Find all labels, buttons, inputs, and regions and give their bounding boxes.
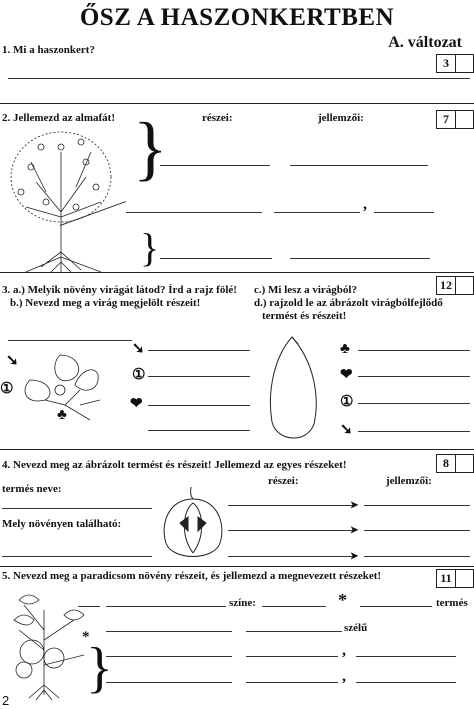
arrow-head-icon: ➤ xyxy=(350,500,359,511)
answer-line[interactable] xyxy=(148,350,250,351)
question-4: 4. Nevezd meg az ábrázolt termést és részeit! Jellemezd az egyes részeket! xyxy=(2,459,347,471)
parts-label: részei: xyxy=(268,475,299,487)
apple-tree-drawing xyxy=(6,122,116,272)
fruit-name-label: termés neve: xyxy=(2,483,62,495)
score-box-q2 xyxy=(436,110,474,129)
answer-line[interactable] xyxy=(106,606,226,607)
fruit-label: termés xyxy=(436,597,468,609)
section-divider xyxy=(0,449,474,450)
answer-line[interactable] xyxy=(358,431,470,432)
answer-line[interactable] xyxy=(358,376,470,377)
section-divider xyxy=(0,272,474,273)
arrow-line xyxy=(228,530,356,531)
answer-line[interactable] xyxy=(374,212,434,213)
question-3a: 3. a.) Melyik növény virágát látod? Írd a rajz fölé! xyxy=(2,284,237,296)
star-icon: * xyxy=(82,629,90,645)
score-value: 7 xyxy=(437,111,456,128)
arrow-icon: ➘ xyxy=(132,341,145,357)
answer-line[interactable] xyxy=(2,508,152,509)
answer-line[interactable] xyxy=(160,258,272,259)
question-3d-cont: termést és részeit! xyxy=(262,310,347,322)
answer-line[interactable] xyxy=(358,403,470,404)
score-box-q4 xyxy=(436,454,474,473)
heart-icon: ❤ xyxy=(130,396,143,412)
brace-left: } xyxy=(133,108,168,188)
score-value: 8 xyxy=(437,455,456,472)
color-label: színe: xyxy=(229,597,256,609)
traits-label: jellemzői: xyxy=(318,112,364,124)
answer-line[interactable] xyxy=(148,430,250,431)
answer-line[interactable] xyxy=(360,606,432,607)
answer-line[interactable] xyxy=(358,350,470,351)
answer-line[interactable] xyxy=(246,682,338,683)
arrow-icon: ➘ xyxy=(340,422,353,438)
fruit-cross-section-drawing xyxy=(158,485,228,563)
page-number: 2 xyxy=(2,693,10,708)
answer-line[interactable] xyxy=(364,505,470,506)
traits-label: jellemzői: xyxy=(386,475,432,487)
answer-line[interactable] xyxy=(364,556,470,557)
star-icon: * xyxy=(338,590,347,610)
answer-line[interactable] xyxy=(356,656,456,657)
score-box-q5 xyxy=(436,569,474,588)
answer-line[interactable] xyxy=(290,258,430,259)
question-3d: d.) rajzold le az ábrázolt virágbólfejlődő xyxy=(254,297,443,309)
brace-left: } xyxy=(86,637,113,699)
score-box-q1 xyxy=(436,54,474,73)
arrow-line xyxy=(228,505,356,506)
question-5: 5. Nevezd meg a paradicsom növény részeit, és jellemezd a megnevezett részeket! xyxy=(2,570,382,582)
answer-line[interactable] xyxy=(8,78,470,79)
question-2: 2. Jellemezd az almafát! xyxy=(2,112,116,124)
circled-one-icon: ① xyxy=(132,367,146,383)
club-icon: ♣ xyxy=(57,407,67,423)
fruit-drawing xyxy=(262,332,324,447)
club-icon: ♣ xyxy=(340,341,350,357)
answer-line[interactable] xyxy=(356,682,456,683)
answer-line[interactable] xyxy=(290,165,428,166)
answer-line[interactable] xyxy=(160,165,270,166)
answer-line[interactable] xyxy=(148,376,250,377)
arrow-line xyxy=(228,556,356,557)
comma: , xyxy=(342,642,346,659)
heart-icon: ❤ xyxy=(340,367,353,383)
variant-label: A. változat xyxy=(388,34,462,51)
answer-line[interactable] xyxy=(106,682,232,683)
answer-line[interactable] xyxy=(246,656,338,657)
section-divider xyxy=(0,103,474,104)
section-divider xyxy=(0,566,474,567)
answer-line[interactable] xyxy=(148,405,250,406)
answer-line[interactable] xyxy=(2,556,152,557)
edge-label: szélű xyxy=(344,622,368,634)
brace-left: } xyxy=(140,225,160,270)
comma: , xyxy=(363,196,367,213)
question-3c: c.) Mi lesz a virágból? xyxy=(254,284,357,296)
score-box-q3 xyxy=(436,276,474,295)
answer-line[interactable] xyxy=(262,606,326,607)
score-value: 11 xyxy=(437,570,456,587)
answer-line[interactable] xyxy=(364,530,470,531)
plant-label: Mely növényen található: xyxy=(2,518,122,530)
circled-one-icon: ① xyxy=(340,394,354,410)
score-value: 12 xyxy=(437,277,456,294)
arrow-head-icon: ➤ xyxy=(350,551,359,562)
circled-one-icon: ① xyxy=(0,381,14,397)
score-value: 3 xyxy=(437,55,456,72)
answer-line[interactable] xyxy=(8,340,132,341)
answer-line[interactable] xyxy=(78,606,100,607)
answer-line[interactable] xyxy=(106,656,232,657)
answer-line[interactable] xyxy=(126,212,262,213)
arrow-head-icon: ➤ xyxy=(350,525,359,536)
page-title: ŐSZ A HASZONKERTBEN xyxy=(79,4,395,31)
arrow-icon: ➘ xyxy=(6,353,19,369)
question-1: 1. Mi a haszonkert? xyxy=(2,44,95,56)
parts-label: részei: xyxy=(202,112,233,124)
question-3b: b.) Nevezd meg a virág megjelölt részeit! xyxy=(10,297,201,309)
answer-line[interactable] xyxy=(246,631,342,632)
answer-line[interactable] xyxy=(274,212,360,213)
comma: , xyxy=(342,668,346,685)
answer-line[interactable] xyxy=(106,631,232,632)
